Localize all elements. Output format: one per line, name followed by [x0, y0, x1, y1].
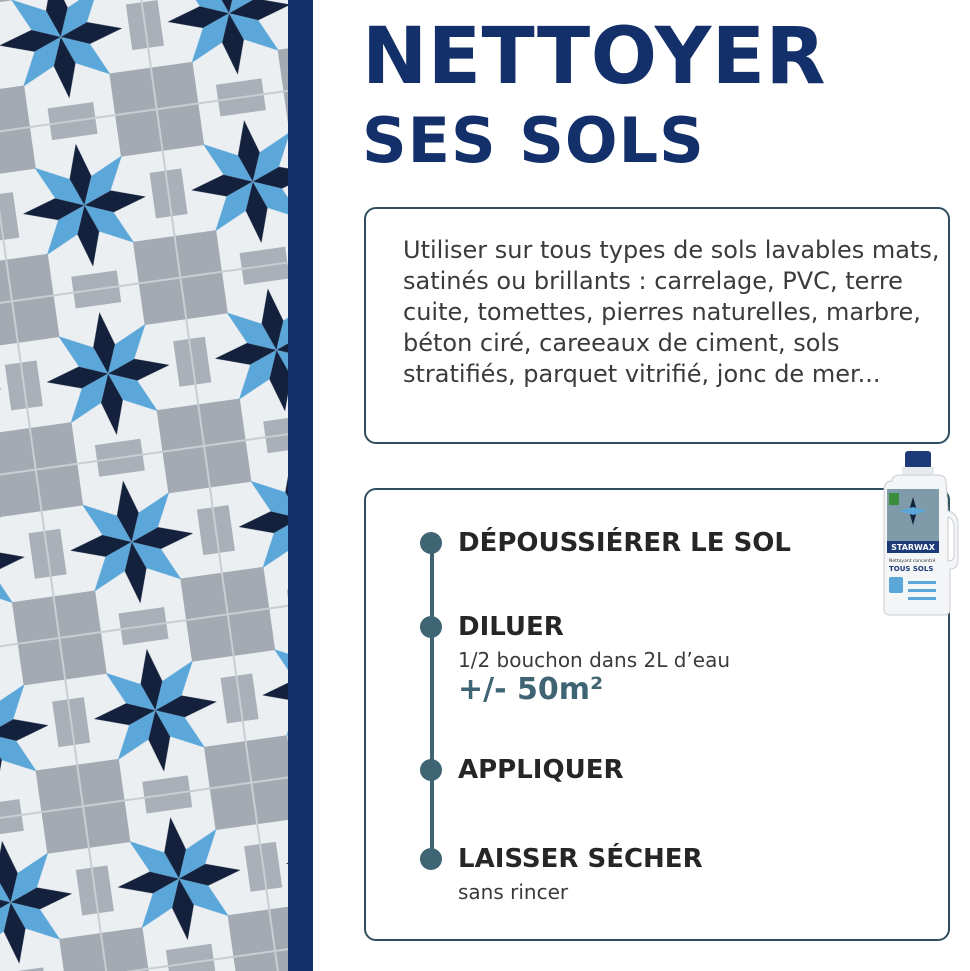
instructions-card [364, 488, 950, 941]
tile-pattern-image [0, 0, 288, 971]
step-bullet-dot [420, 759, 442, 781]
page-title [362, 12, 827, 177]
tile-floor-photo [0, 0, 288, 971]
step-bullet-dot [420, 848, 442, 870]
step-subtitle: sans rincer [458, 880, 569, 904]
step-title: LAISSER SÉCHER [458, 844, 703, 874]
usage-description-text: Utiliser sur tous types de sols lavables mats, satinés ou brillants : carrelage, PVC, terre cuite, tomettes, pierres naturelles, marbre, béton ciré, careeaux de ciment, sols stratifiés, parquet vitrifié, jonc de mer... [403, 236, 940, 388]
step-title: DÉPOUSSIÉRER LE SOL [458, 528, 791, 558]
product-brand-label: STARWAX [891, 543, 935, 552]
timeline-line [430, 544, 434, 856]
product-label-line2: TOUS SOLS [889, 565, 934, 573]
step-bullet-dot [420, 532, 442, 554]
coverage-highlight: +/- 50m² [458, 672, 604, 707]
navy-divider-bar [288, 0, 313, 971]
product-bottle-image [878, 451, 960, 617]
usage-description-card [364, 207, 950, 444]
title-line-2: SES SOLS [362, 104, 705, 177]
step-subtitle: 1/2 bouchon dans 2L d’eau [458, 648, 731, 672]
title-line-1: NETTOYER [362, 12, 827, 102]
product-label-line1: Nettoyant concentré [889, 559, 936, 564]
step-bullet-dot [420, 616, 442, 638]
step-title: DILUER [458, 612, 564, 642]
step-title: APPLIQUER [458, 755, 624, 785]
